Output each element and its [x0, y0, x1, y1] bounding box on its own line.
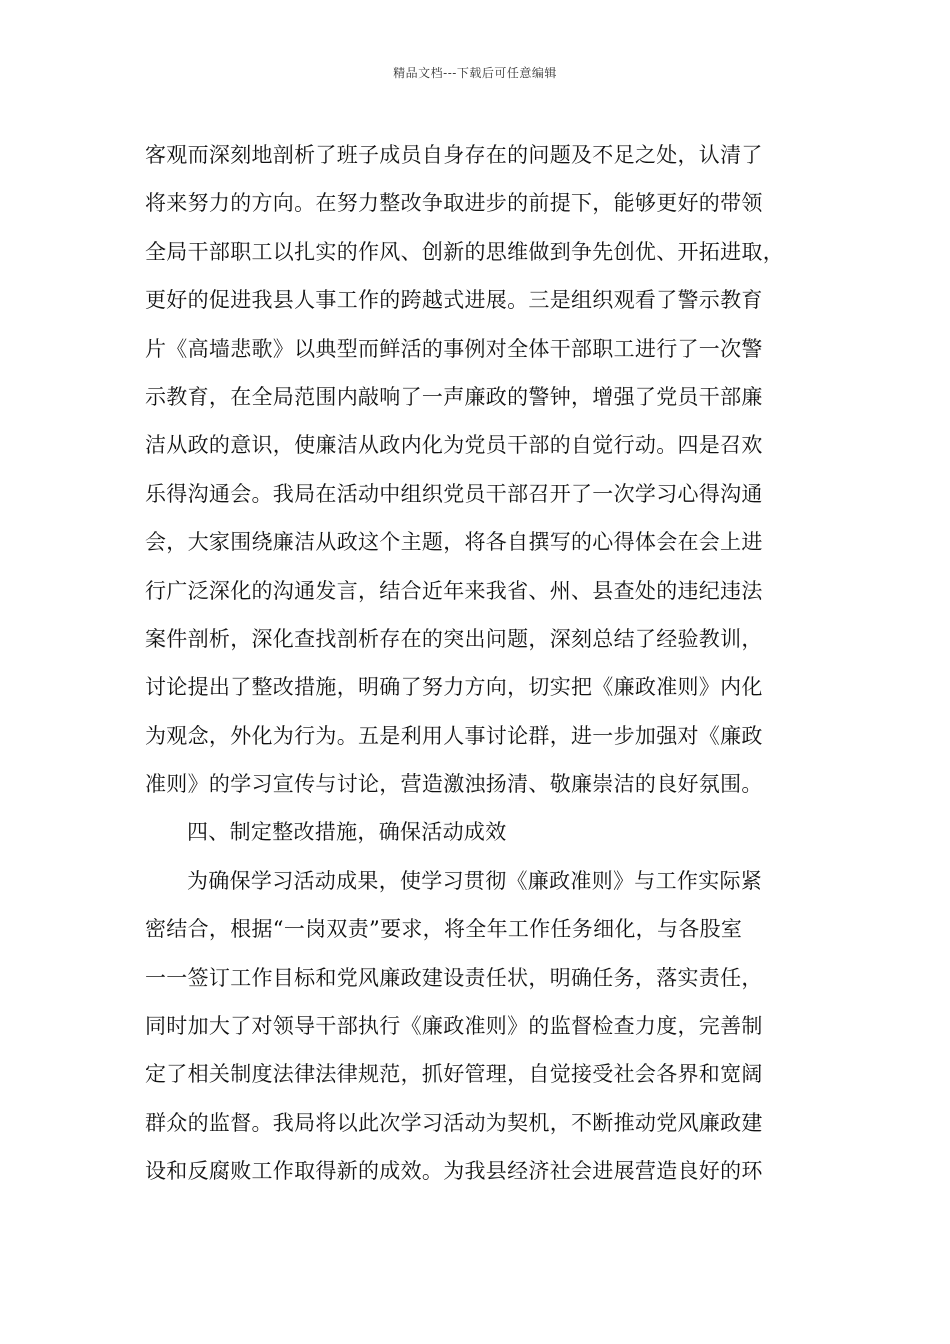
text-line: 群众的监督。我局将以此次学习活动为契机，不断推动党风廉政建: [145, 1110, 763, 1135]
text-line: 为观念，外化为行为。五是利用人事讨论群，进一步加强对《廉政: [145, 723, 763, 748]
text-line: 会，大家围绕廉洁从政这个主题，将各自撰写的心得体会在会上进: [145, 530, 763, 555]
paragraph-first-line: 四、制定整改措施，确保活动成效: [187, 820, 507, 845]
text-line: 全局干部职工以扎实的作风、创新的思维做到争先创优、开拓进取，: [145, 239, 784, 264]
document-body: [145, 131, 825, 1196]
text-line: 案件剖析，深化查找剖析存在的突出问题，深刻总结了经验教训，: [145, 626, 763, 651]
text-line: 乐得沟通会。我局在活动中组织党员干部召开了一次学习心得沟通: [145, 481, 763, 506]
text-line: 同时加大了对领导干部执行《廉政准则》的监督检查力度，完善制: [145, 1014, 763, 1039]
text-line: 将来努力的方向。在努力整改争取进步的前提下，能够更好的带领: [145, 191, 763, 216]
text-line: 准则》的学习宣传与讨论，营造激浊扬清、敬廉崇洁的良好氛围。: [145, 772, 763, 797]
page-header: 精品文档---下载后可任意编辑: [393, 66, 557, 80]
text-line: 行广泛深化的沟通发言，结合近年来我省、州、县查处的违纪违法: [145, 578, 763, 603]
text-line: 客观而深刻地剖析了班子成员自身存在的问题及不足之处，认清了: [145, 143, 763, 167]
text-line: 密结合，根据“一岗双责”要求，将全年工作任务细化，与各股室: [145, 917, 743, 942]
text-line: 讨论提出了整改措施，明确了努力方向，切实把《廉政准则》内化: [145, 675, 763, 700]
paragraph-first-line: 为确保学习活动成果，使学习贯彻《廉政准则》与工作实际紧: [187, 868, 763, 893]
text-line: 示教育，在全局范围内敲响了一声廉政的警钟，增强了党员干部廉: [145, 384, 763, 409]
text-line: 定了相关制度法律法律规范，抓好管理，自觉接受社会各界和宽阔: [145, 1062, 763, 1087]
text-line: 设和反腐败工作取得新的成效。为我县经济社会进展营造良好的环: [145, 1159, 763, 1184]
text-line: 片《高墙悲歌》以典型而鲜活的事例对全体干部职工进行了一次警: [145, 336, 763, 361]
text-line: 更好的促进我县人事工作的跨越式进展。三是组织观看了警示教育: [145, 288, 763, 313]
text-line: 一一签订工作目标和党风廉政建设责任状，明确任务，落实责任，: [145, 965, 763, 990]
text-line: 洁从政的意识，使廉洁从政内化为党员干部的自觉行动。四是召欢: [145, 433, 763, 458]
